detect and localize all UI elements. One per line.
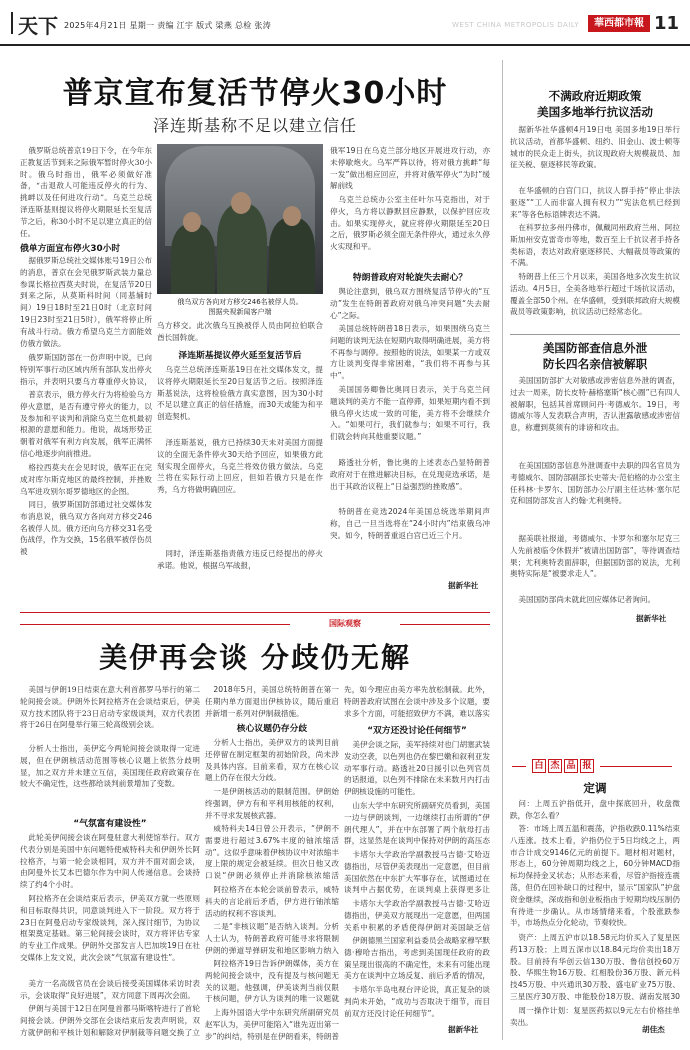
page-number: 11 [654,13,680,34]
paragraph: 一是伊朗核活动的限制范围。伊朗始终强调，伊方有和平利用核能的权利，并不寻求发展核武器。 [205,787,339,820]
section-heading: 泽连斯基提议停火延至复活节后 [178,351,302,361]
paragraph: 同日，俄罗斯国防部通过社交媒体发布消息说，俄乌双方各向对方移交246名被俘人员。俄方还向乌方移交31名受伤战俘，作为交换，15名俄军被俘伤员被 [20,500,152,557]
paragraph: 美伊会谈之际，美军持续对也门胡塞武装发动空袭，以色列也仍在黎巴嫩和叙利亚发动军事行动。路透社20日援引以色列官员的话报道，以色列不排除在未来数月内打击伊朗核设施的可能性。 [344,740,490,797]
column-logo-char: 杰 [548,759,562,773]
paragraph: 美国国防部扩大对敏感或涉密信息外泄的调查，过去一周来，防长皮特·赫格塞斯“核心圈”已有四人被解职，包括其首席顾问丹·考德威尔。19日，考德威尔等人发表联合声明，否认泄露敏感或涉密信息，称遭到莫须有的诽谤和攻击。 [510,376,680,433]
paragraph: 伊朗与美国于12日在阿曼首都马斯喀特进行了首轮间接会谈。伊朗外交部在会谈结束后发表声明说，双方就伊朗和平核计划和解除对伊制裁等问题交换了立 [20,1004,200,1037]
section-heading: “双方还没讨论任何细节” [367,726,467,736]
paragraph: 据俄罗斯总统社交媒体账号19日公布的消息，普京在会见俄罗斯武装力量总参谋长格拉西莫夫时说，在复活节20日到来之际，从莫斯科时间（同基辅时间）19日18时至21日0时（北京时间19日23时至21日5时），俄军将停止所有战斗行动。俄方希望乌克兰方面能效仿俄方做法。 [20,256,152,348]
paragraph: 阿拉格齐19日告诉伊朗媒体，美方在两轮间接会谈中，没有提及与核问题无关的议题。他强调，伊美谈判当前仅限于核问题，伊方认为谈判的唯一议题就 [205,959,339,1004]
date-line: 2025年4月21日 星期一 责编 江宇 版式 梁燕 总检 张涛 [64,21,272,30]
lead-paragraph: 分析人士指出，美伊迄今两轮间接会谈取得一定进展，但在伊朗核活动范围等核心议题上依然分歧明显，加之双方并未建立互信，美国现任政府政策存在较大不确定性，这些都给谈判前景增加了变数。 [20,744,200,789]
column-logo-rule [512,766,526,767]
column-logo [512,759,672,775]
paragraph: 美方一名高级官员在会谈后接受美国媒体采访时表示，会谈取得“良好进展”，双方同意下周再次会面。 [20,979,200,1000]
sidebar-headline: 美国防部查信息外泄 防长四名亲信被解职 [542,341,648,371]
news-photo [157,144,323,294]
tag-rule-right [400,624,490,625]
english-masthead: WEST CHINA METROPOLIS DAILY [452,21,580,29]
paragraph: 美国国防部尚未就此回应媒体记者询问。 [518,595,656,604]
paragraph: 二是“非核议题”是否纳入谈判。分析人士认为，特朗普政府可能寻求将限制伊朗的弹道导弹研发和地区影响力纳入 [205,922,339,955]
headline: 美伊再会谈 分歧仍无解 [99,641,411,674]
section-heading: “气氛富有建设性” [73,819,147,829]
paragraph: 2018年5月，美国总统特朗普在第一任期内单方面退出伊核协议，随后重启并新增一系列对伊制裁措施。 [205,685,339,718]
byline: 据新华社 [448,1025,479,1034]
paragraph: 据新华社华盛顿4月19日电 美国多地19日举行抗议活动，首都华盛顿、纽约、旧金山、波士顿等城市的民众走上街头，抗议现政府大规模裁员、加征关税、驱逐移民等政策。 [510,125,680,170]
paragraph: 路透社分析，鲁比奥的上述表态凸显特朗普政府对于在推进解决目标，在兑现竞选承诺，是出于其政治议程上“日益强烈的挫败感”。 [330,458,490,491]
lead-paragraph: 俄罗斯总统普京19日下令，在今年东正教复活节到来之际俄军暂时停火30小时。俄乌时指出，俄军必须做好准备，“击退敌人可能违反停火的行为、挑衅以及任何进攻行动”。乌克兰总统泽连斯基则提议将停火期限延长至复活节之后，称30小时不足以建立真正的信任。 [20,146,152,238]
paragraph: 阿拉格齐在会谈结束后表示，伊美双方就一些原则和目标取得共识，同意谈判进入下一阶段。双方将于23日在阿曼启动专家级谈判，深入探讨细节，为协议框架奠定基础。第三轮间接会谈时，双方将评估专家的专业工作成果。伊朗外交部发言人巴加埃19日在社交媒体上发文说，此次会谈“气氛富有建设性”。 [20,894,200,962]
column-logo-char: 报 [580,759,594,773]
paragraph: 在美国国防部信息外泄调查中去职的四名官员为考德威尔、国防部副部长史蒂夫·范伯格的办公室主任科林·卡罗尔、国防部办公厅副主任达林·塞尔尼克和国防部发言人约翰·尤利奥特。 [510,461,680,506]
paragraph: 上海外国语大学中东研究所副研究员赵军认为，美伊可能陷入“谁先迈出第一步”的纠结，特别是在伊朗看来，特朗普 [205,1008,339,1041]
paragraph: 舆论注意到，俄乌双方围绕复活节停火的“互动”发生在特朗普政府对俄乌冲突问题“失去耐心”之际。 [330,287,490,320]
headline: 普京宣布复活节停火30小时 [62,76,448,111]
byline: 据新华社 [636,614,667,623]
paragraph: 俄军19日在乌克兰部分地区开展进攻行动，亦未停歇炮火。乌军严阵以待，将对俄方挑衅“每一发”做出相应回应，并将对俄军停火“为时”缓解前线 [330,146,490,191]
byline: 胡佳杰 [642,1025,665,1034]
paragraph: 在科罗拉多州丹佛市，佩戴同州政府兰州、阿拉斯加州安克雷奇市等地，数百至上千抗议者手持各类标语，表达对政府驱逐移民、大幅裁员等政策的不满。 [510,223,680,268]
photo-caption: 俄乌双方各向对方移交246名被俘人员。 图据央视新闻客户端 [177,298,303,316]
column-logo-rule [600,766,672,767]
section-rule [20,612,490,613]
paragraph: 在华盛顿的白宫门口，抗议人群手持“停止非法驱逐”“工人而非富人拥有权力”“宪法危机已经到来”等各色标语牌表达不满。 [510,186,680,219]
byline: 据新华社 [448,581,479,590]
paragraph: 资产：上周五沪市以18.58元均价买入了复星医药13万股；上周五深市以18.84元均价卖出18万股。目前持有华创云信130万股、鲁信创投60万股、华熙生物16万股、红相股份36万股、新元科技45万股、中兴通讯30万股、盛屯矿业75万股、三星医疗30万股、申能股份18万股、湖南发展30 [510,933,680,1001]
lead-paragraph: 美国与伊朗19日结束在意大利首都罗马举行的第二轮间接会谈。伊朗外长阿拉格齐在会谈结束后，伊美双方技术团队将于23日启动专家级谈判，双方代表团将于26日在阿曼举行第三轮高级别会谈。 [20,685,200,730]
paragraph: 普京表示，俄方停火行为将检验乌方停火意愿，是否有遵守停火的能力，以及参加和平谈判和消除乌克兰危机最初根源的意愿和能力。他说，战场形势正朝着对俄军有利方向发展，俄军正满怀信心地逐步向前推进。 [20,390,152,458]
column-title: 定调 [583,781,607,795]
tag-rule-left [20,624,290,625]
section-heading: 俄单方面宣布停火30小时 [20,244,121,254]
paragraph: 美国总统特朗普18日表示，如果围绕乌克兰问题的谈判无法在短期内取得明确进展，美方将不再参与调停。按照他的说法，如果某一方或双方让谈判变得非常困难，“我们将不再参与其中”。 [330,324,490,381]
header-bar [11,12,13,34]
sidebar-divider [510,334,680,335]
paragraph: 此轮美伊间接会谈在阿曼驻意大利使馆举行。双方代表分别是美国中东问题特使威特科夫和伊朗外长阿拉格齐，与第一轮会谈相同，双方并不面对面会谈，由阿曼外长艾本巴德尔作为中间人传递信息。会谈持续了约4个小时。 [20,833,200,890]
paragraph: 卡塔尔大学政治学副教授马吉德·艾哈迈德指出，伊美双方展现出一定意愿，但两国关系中积累的矛盾使得伊朗对美国缺乏信 [344,899,490,932]
column-logo-char: 品 [564,759,578,773]
paragraph: 山东大学中东研究所副研究员看到，美国一边与伊朗谈判，一边继续打击所谓的“伊朗代理人”，并在中东部署了两个航母打击群，这显然是在谈判中保持对伊朗的高压态 [344,801,490,846]
subheadline: 泽连斯基称不足以建立信任 [152,116,357,135]
section-heading: 核心议题仍存分歧 [236,724,308,734]
column-logo-char: 白 [532,759,546,773]
page-header [0,0,690,44]
paragraph: 周一操作计划：复星医药拟以9元左右价格挂单卖出。 [510,1006,680,1027]
paragraph: 分析人士指出，美伊双方的谈判目前还停留在制定框架的初始阶段，尚未涉及具体内容。目前来看，双方在核心议题上仍存在很大分歧。 [205,738,339,783]
paragraph: 俄罗斯国防部在一份声明中说，已向特别军事行动区域内所有部队发出停火指示，并表明只要乌方尊重停火协议， [20,353,152,386]
paragraph: 同时，泽连斯基指责俄方违反已经提出的停火承诺。他说，根据乌军战报， [157,549,323,570]
paragraph: 问：上周五沪指低开，盘中探底回升，收盘微跌，你怎么看？ [510,799,680,820]
paragraph: 乌方移交。此次俄乌互换被俘人员由阿拉伯联合酋长国斡旋。 [157,321,323,342]
paragraph: 特朗普在竞选2024年美国总统选举期间声称，自己一旦当选将在“24小时内”结束俄乌冲突。如今，特朗普重返白宫已近三个月。 [330,507,490,540]
section-heading: 特朗普政府对轮旋失去耐心？ [352,273,468,283]
sidebar-headline: 不满政府近期政策 美国多地举行抗议活动 [537,89,653,119]
paragraph: 据美联社报道，考德威尔、卡罗尔和塞尔尼克三人先前被临令休假并“被请出国防部”，等待调查结果；尤利奥特表面辞职，但据国防部的说法，尤利奥特实际是“被要求走人”。 [510,534,680,579]
paragraph: 美国国务卿鲁比奥同日表示，关于乌克兰问题谈判的美方不能一直停滞，如果短期内看不到俄乌停火达成一致的可能，美方将不会继续介入。“如果可行，我们就参与；如果不可行，我们就会转向其他重要议题。” [330,385,490,442]
newspaper-logo: 華西都市報 [588,15,650,32]
paragraph: 乌克兰总统泽连斯基19日在社交媒体发文，提议将停火期限延长至20日复活节之后。按照泽连斯基说法，这将检验俄方真实意图，因为30小时不足以建立真正的信任措施，而30天或能为和平创造契机。 [157,365,323,422]
paragraph: 乌克兰总统办公室主任叶尔马克指出，对于停火，乌方将以静默回应静默，以保护回应攻击。如果实现停火，就应将停火期限延至20日之后，俄罗斯必须全面无条件停火，通过永久停火实现和平。 [330,195,490,252]
paragraph: 格拉西莫夫在会见时说，俄军正在完成对库尔斯克地区的最终控制，并挫败乌军进攻别尔哥罗德地区的企图。 [20,463,152,496]
column-divider [502,60,503,1040]
paragraph: 伊朗德黑兰国家利益委员会战略家穆罕默德·穆哈吉指出，考虑到美国现任政府的政策呈现出很高的不确定性，未来有可能出现美方在谈判中立场反复、前后矛盾的情况， [344,936,490,981]
header-rule [0,44,690,46]
paragraph: 卡塔尔大学政治学副教授马吉德·艾哈迈德指出，尽管伊美表现出一定意愿，但目前美国依然在中东扩大军事存在，试图通过在谈判中占据优势，在谈判桌上获得更多让 [344,850,490,895]
paragraph: 先，如今理应由美方率先放松制裁。此外，特朗普政府试图在会谈中涉及多个议题，要求多个方面，可能招致伊方不满，难以落实 [344,685,490,718]
paragraph: 卡塔尔半岛电视台评论说，真正复杂的谈判尚未开始，“成功与否取决于细节，而目前双方还没讨论任何细节”。 [344,985,490,1018]
paragraph: 特朗普上任三个月以来，美国各地多次发生抗议活动。4月5日，全美各地举行超过千场抗议活动，覆盖全部50个州。在华盛顿，受到联邦政府大规模裁员等政策影响，抗议活动已经常态化。 [510,272,680,317]
section-name: 天下 [18,14,58,38]
paragraph: 泽连斯基说，俄方已持续30天未对美国方面提议的全面无条件停火30天给予回应，如果俄方此刻实现全面停火，乌克兰将效仿俄方做法。乌克兰将在实际行动上回应，但如若俄方只是在作秀，乌方将做明确回应。 [157,438,323,495]
column-tag: 国际观察 [329,619,361,628]
paragraph: 阿拉格齐在本轮会谈前曾表示，威特科夫的言论前后矛盾，伊方进行铀浓缩活动的权利不容谈判。 [205,885,339,918]
paragraph: 威特科夫14日曾公开表示，“伊朗不需要进行超过3.67%丰度的铀浓缩活动”。这似乎意味着伊核协议中对浓缩丰度上限的规定会被延续。但次日他又改口说“伊朗必须停止并消除核浓缩活 [205,824,339,881]
paragraph: 答：市场上周五温和震荡，沪指收跌0.11%结束八连涨。技术上看，沪指仍位于5日均线之上，两市合计成交9146亿元的前提下。题材相对题材，形态上，60分钟周期均线之上，60分钟MACD指标均保持金叉状态；从形态来看，尽管沪指接连震荡，但仍在回补缺口的过程中，显示“国家队”护盘资金继续，深成指和创业板指由于短期均线压制仍有待进一步确认。从市场情绪来看，个股涨跌参半，市场热点分化轮动，节奏较快。 [510,824,680,928]
